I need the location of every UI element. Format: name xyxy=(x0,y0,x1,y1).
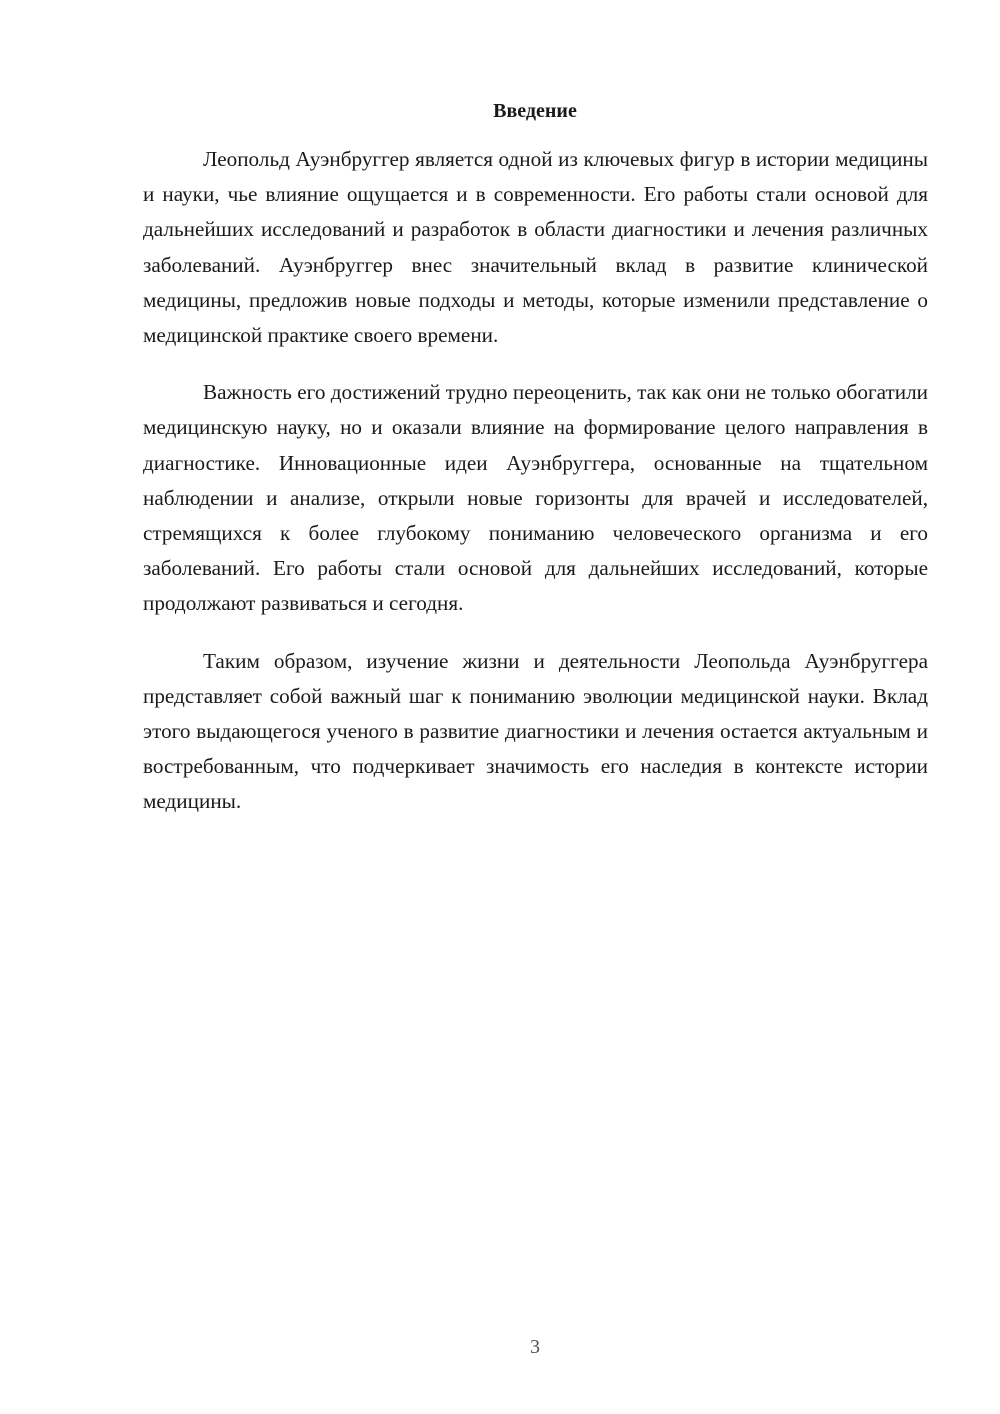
paragraph-1: Леопольд Ауэнбруггер является одной из ключевых фигур в истории медицины и науки, чье влияние ощущается и в современности. Его работы стали основой для дальнейших исследований и разработок в области диагностики и лечения различных заболеваний. Ауэнбруггер внес значительный вклад в развитие клинической медицины, предложив новые подходы и методы, которые изменили представление о медицинской практике своего времени. xyxy=(143,147,928,348)
paragraph-3: Таким образом, изучение жизни и деятельности Леопольда Ауэнбруггера представляет собой важный шаг к пониманию эволюции медицинской науки. Вклад этого выдающегося ученого в развитие диагностики и лечения остается актуальным и востребованным, что подчеркивает значимость его наследия в контексте истории медицины. xyxy=(143,648,928,814)
paragraph-2: Важность его достижений трудно переоценить, так как они не только обогатили медицинскую науку, но и оказали влияние на формирование целого направления в диагностике. Инновационные идеи Ауэнбруггера, основанные на тщательном наблюдении и анализе, открыли новые горизонты для врачей и исследователей, стремящихся к более глубокому пониманию человеческого организма и его заболеваний. Его работы стали основой для дальнейших исследований, которые продолжают развиваться и сегодня. xyxy=(143,380,928,616)
page-number: 3 xyxy=(530,1336,540,1358)
section-heading: Введение xyxy=(493,100,577,122)
body-text xyxy=(143,142,928,842)
